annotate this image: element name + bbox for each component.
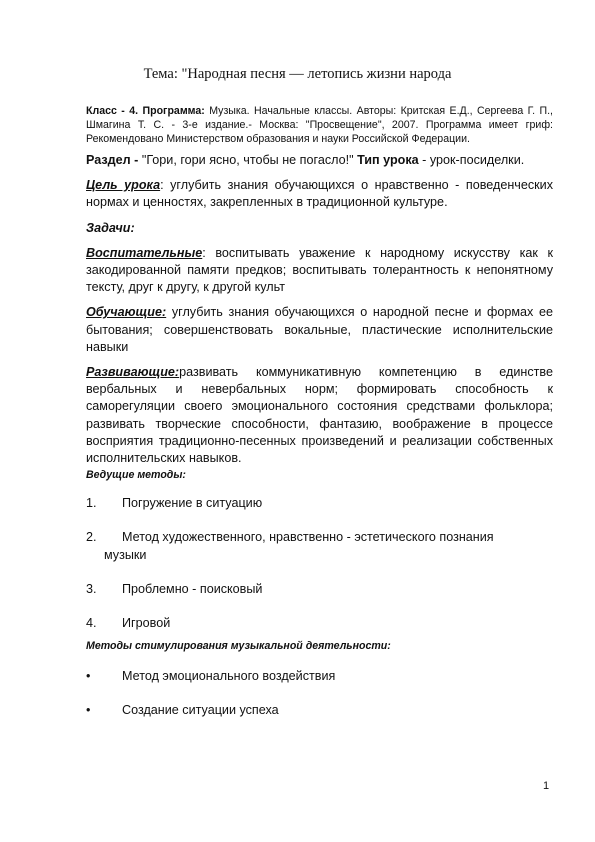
task-text: : воспитывать уважение к народному искусству как к закодированной памяти предков; воспитывать толерантность к непонятному тексту, друг к другу, к другой культ <box>86 245 553 295</box>
program-label: Класс - 4. Программа: <box>86 105 205 117</box>
document-body <box>86 104 553 737</box>
list-item <box>86 529 553 563</box>
task-teaching <box>86 304 553 356</box>
bullet-item <box>86 702 553 719</box>
program-text: Музыка. Начальные классы. Авторы: Критская Е.Д., Сергеева Г. П., Шмагина Т. С. - 3-е издание.- Москва: "Просвещение", 2007. Программа имеет гриф: Рекомендовано Министерством образования и науки Российской Федерации. <box>86 105 553 145</box>
list-item <box>86 495 553 512</box>
list-number: 4. <box>86 616 97 631</box>
task-educational <box>86 245 553 297</box>
program-info <box>86 104 553 146</box>
section-label: Раздел - <box>86 153 139 167</box>
methods-list <box>86 495 553 632</box>
task-text: развивать коммуникативную компетенцию в единстве вербальных и невербальных норм; формировать способность к саморегуляции своего эмоционального состояния средствами фольклора; развивать творческие способности, фантазию, воображение в процессе восприятия традиционно-песенных произведений и реализации собственных исполнительских навыков. <box>86 365 553 466</box>
list-item-text: Проблемно - поисковый <box>122 581 263 596</box>
bullet-item-text: Создание ситуации успеха <box>122 703 279 718</box>
task-text: углубить знания обучающихся о народной песне и формах ее бытования; совершенствовать вокальные, пластические исполнительские навыки <box>86 305 553 354</box>
bullet-icon: • <box>86 703 91 718</box>
tasks-heading <box>86 220 553 237</box>
list-number: 2. <box>86 530 97 545</box>
goal-label: Цель урока <box>86 178 161 193</box>
methods-heading: Ведущие методы: <box>86 469 186 482</box>
lesson-type-label: Тип урока <box>357 153 419 167</box>
page-title: Тема: "Народная песня — летопись жизни народа <box>143 66 452 82</box>
list-item <box>86 581 553 598</box>
bullet-item-text: Метод эмоционального воздействия <box>122 669 336 684</box>
tasks-heading-text: Задачи: <box>86 220 135 235</box>
section-paragraph <box>86 152 553 169</box>
bullet-icon: • <box>86 669 91 684</box>
list-item-continuation: музыки <box>104 547 147 562</box>
task-developing <box>86 364 553 467</box>
goal-paragraph <box>86 177 553 211</box>
lesson-type-text: - урок-посиделки. <box>418 153 525 167</box>
goal-text: : углубить знания обучающихся о нравственно - поведенческих нормах и ценностях, закрепленных в традиционной культуре. <box>86 178 553 210</box>
task-label: Воспитательные <box>86 245 203 260</box>
list-number: 1. <box>86 496 97 511</box>
task-label: Развивающие: <box>86 365 180 380</box>
list-item-text: Метод художественного, нравственно - эстетического познания <box>122 530 494 545</box>
list-item-text: Игровой <box>122 616 171 631</box>
task-label: Обучающие: <box>86 305 167 320</box>
stimulation-heading: Методы стимулирования музыкальной деятельности: <box>86 640 391 653</box>
section-text: "Гори, гори ясно, чтобы не погасло!" <box>138 153 358 167</box>
list-number: 3. <box>86 581 97 596</box>
list-item <box>86 615 553 632</box>
page-number: 1 <box>543 780 550 792</box>
bullet-item <box>86 668 553 685</box>
list-item-text: Погружение в ситуацию <box>122 496 263 511</box>
stimulation-list <box>86 668 553 719</box>
